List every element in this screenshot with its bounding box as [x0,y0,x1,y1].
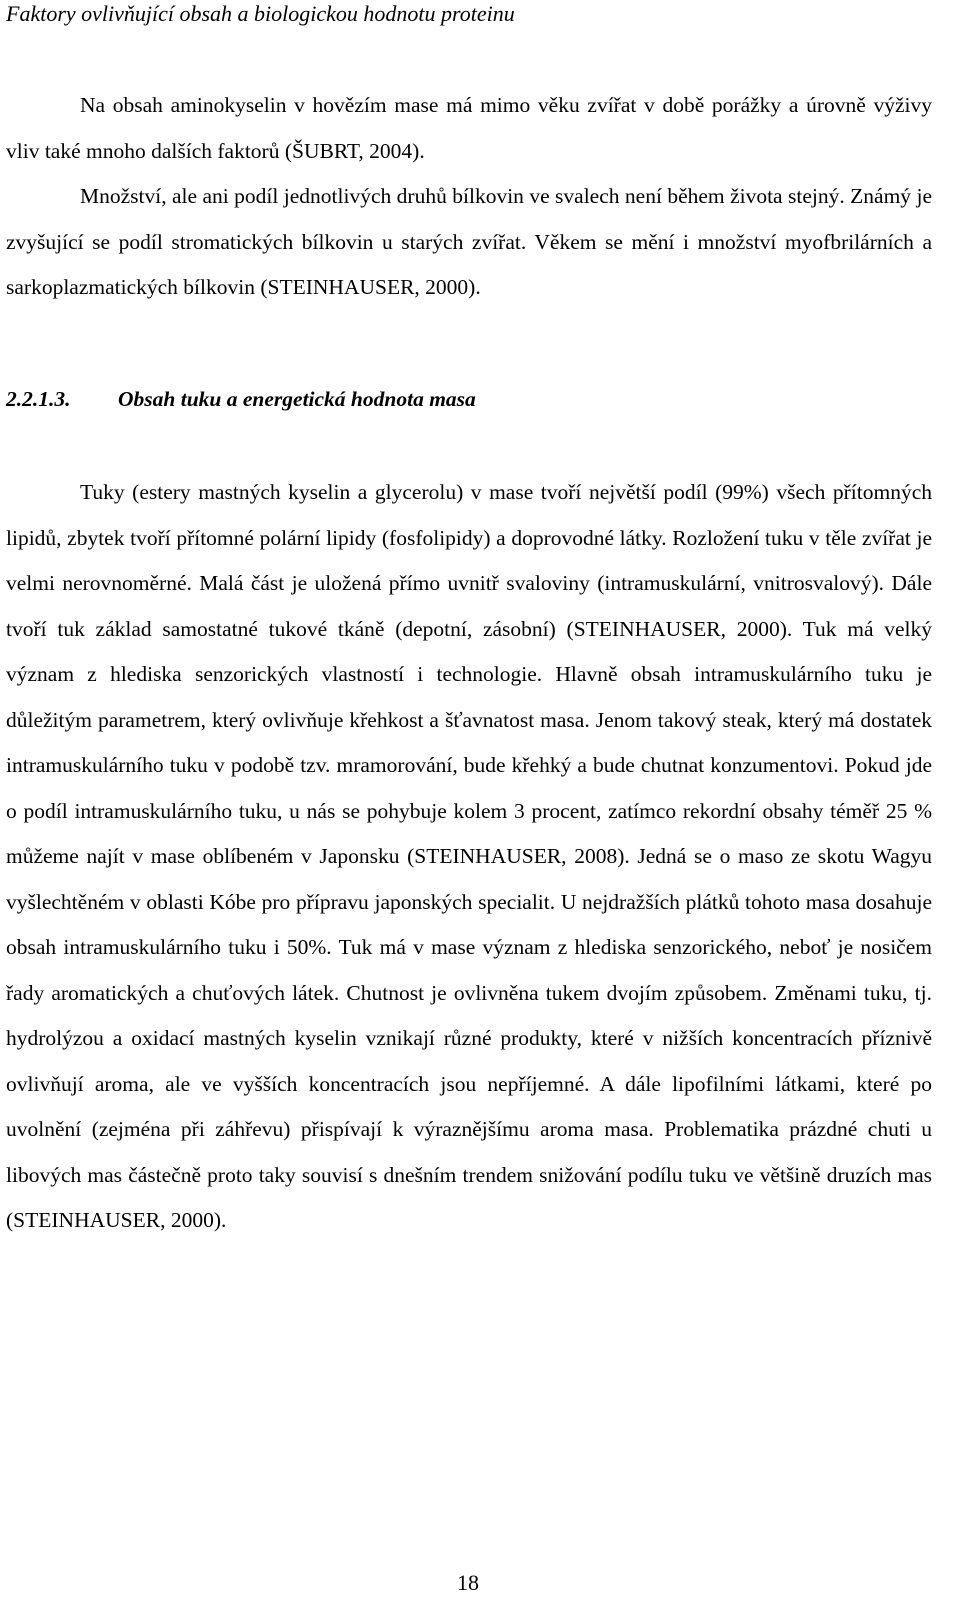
body-block-fat [6,470,932,1244]
section-number: 2.2.1.3. [6,387,71,411]
running-header: Faktory ovlivňující obsah a biologickou hodnotu proteinu [6,1,515,26]
page-number: 18 [457,1570,479,1595]
section-heading [6,384,476,414]
paragraph-fat-content: Tuky (estery mastných kyselin a glycerolu) v mase tvoří největší podíl (99%) všech přítomných lipidů, zbytek tvoří přítomné polární lipidy (fosfolipidy) a doprovodné látky. Rozložení tuku v těle zvířat je velmi nerovnoměrné. Malá část je uložená přímo uvnitř svaloviny (intramuskulární, vnitrosvalový). Dále tvoří tuk základ samostatné tukové tkáně (depotní, zásobní) (STEINHAUSER, 2000). Tuk má velký význam z hlediska senzorických vlastností i technologie. Hlavně obsah intramuskulárního tuku je důležitým parametrem, který ovlivňuje křehkost a šťavnatost masa. Jenom takový steak, který má dostatek intramuskulárního tuku v podobě tzv. mramorování, bude křehký a bude chutnat konzumentovi. Pokud jde o podíl intramuskulárního tuku, u nás se pohybuje kolem 3 procent, zatímco rekordní obsahy téměř 25 % můžeme najít v mase oblíbeném v Japonsku (STEINHAUSER, 2008). Jedná se o maso ze skotu Wagyu vyšlechtěném v oblasti Kóbe pro přípravu japonských specialit. U nejdražších plátků tohoto masa dosahuje obsah intramuskulárního tuku i 50%. Tuk má v mase význam z hlediska senzorického, neboť je nosičem řady aromatických a chuťových látek. Chutnost je ovlivněna tukem dvojím způsobem. Změnami tuku, tj. hydrolýzou a oxidací mastných kyselin vznikají různé produkty, které v nižších koncentracích příznivě ovlivňují aroma, ale ve vyšších koncentracích jsou nepříjemné. A dále lipofilními látkami, které po uvolnění (zejména při záhřevu) přispívají k výraznějšímu aroma masa. Problematika prázdné chuti u libových mas částečně proto taky souvisí s dnešním trendem snižování podílu tuku ve většině druzích mas (STEINHAUSER, 2000). [6,480,932,1232]
body-block-top [6,83,932,311]
paragraph-protein-content: Množství, ale ani podíl jednotlivých druhů bílkovin ve svalech není během života stejný. Známý je zvyšující se podíl stromatických bílkovin u starých zvířat. Věkem se mění i množství myofbrilárních a sarkoplazmatických bílkovin (STEINHAUSER, 2000). [6,184,932,299]
section-title: Obsah tuku a energetická hodnota masa [118,387,476,411]
paragraph-amino-acids: Na obsah aminokyselin v hovězím mase má mimo věku zvířat v době porážky a úrovně výživy vliv také mnoho dalších faktorů (ŠUBRT, 2004). [6,93,932,163]
